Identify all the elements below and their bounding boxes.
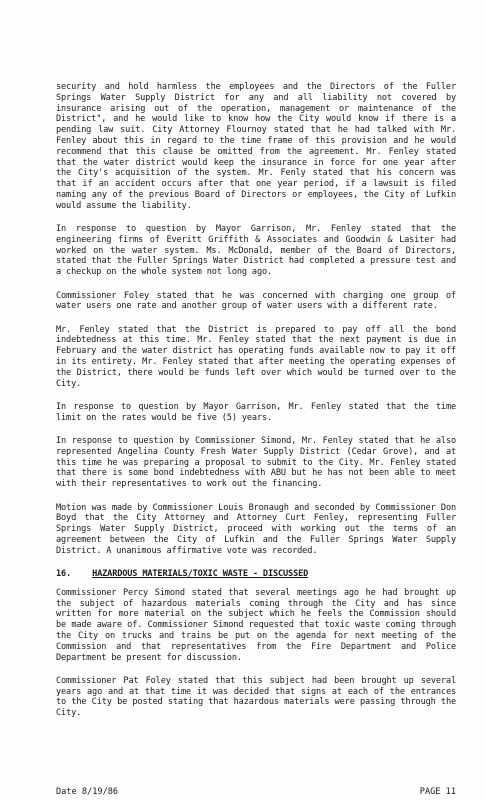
paragraph: In response to question by Mayor Garrison, Mr. Fenley stated that the time limit on the rates would be five (5) years. xyxy=(56,401,456,423)
footer-date: Date 8/19/86 xyxy=(56,787,119,797)
footer-page-number: PAGE 11 xyxy=(419,787,456,797)
section-title: HAZARDOUS MATERIALS/TOXIC WASTE - DISCUSSED xyxy=(92,568,309,579)
section-number: 16. xyxy=(56,568,72,579)
paragraph: Commissioner Percy Simond stated that several meetings ago he had brought up the subject of hazardous materials coming through the City and has since written for more material on the subject which he feels the Commission should be made aware of. Commissioner Simond requested that toxic waste coming through the City on trucks and trains be put on the agenda for next meeting of the Commission and that representatives from the Fire Department and Police Department be present for discussion. xyxy=(56,587,456,663)
paragraph: In response to question by Mayor Garrison, Mr. Fenley stated that the engineering firms of Everitt Griffith & Associates and Goodwin & Lasiter had worked on the water system. Ms. McDonald, member of the Board of Directors, stated that the Fuller Springs Water District had completed a pressure test and a checkup on the whole system not long ago. xyxy=(56,224,456,278)
paragraph: security and hold harmless the employees and the Directors of the Fuller Springs Water Supply District for any and all liability not covered by insurance arising out of the operation, management or maintenance of the District", and he would like to know how the City would know if there is a pending law suit. City Attorney Flournoy stated that he had talked with Mr. Fenley about this in regard to the time frame of this provision and he would recommend that this clause be omitted from the agreement. Mr. Fenley stated that the water district would keep the insurance in force for one year after the City's acquisition of the system. Mr. Fenly stated that his concern was that if an accident occurs after that one year period, if a lawsuit is filed naming any of the previous Board of Directors or employees, the City of Lufkin would assume the liability. xyxy=(56,82,456,211)
paragraph: Commissioner Foley stated that he was concerned with charging one group of water users one rate and another group of water users with a different rate. xyxy=(56,290,456,312)
minutes-body xyxy=(56,82,456,732)
section-heading xyxy=(56,569,456,580)
paragraph: Motion was made by Commissioner Louis Bronaugh and seconded by Commissioner Don Boyd that the City Attorney and Attorney Curt Fenley, representing Fuller Springs Water Supply District, proceed with working out the terms of an agreement between the City of Lufkin and the Fuller Springs Water Supply District. A unanimous affirmative vote was recorded. xyxy=(56,502,456,556)
paragraph: Mr. Fenley stated that the District is prepared to pay off all the bond indebtedness at this time. Mr. Fenley stated that the next payment is due in February and the water district has operating funds available now to pay it off in its entirety. Mr. Fenley stated that after meeting the operating expenses of the District, there would be funds left over which would be turned over to the City. xyxy=(56,324,456,389)
paragraph: Commissioner Pat Foley stated that this subject had been brought up several years ago and at that time it was decided that signs at each of the entrances to the City be posted stating that hazardous materials were passing through the City. xyxy=(56,675,456,719)
paragraph: In response to question by Commissioner Simond, Mr. Fenley stated that he also represented Angelina County Fresh Water Supply District (Cedar Grove), and at this time he was preparing a proposal to submit to the City. Mr. Fenley stated that there is some bond indebtedness with ABU but he has not been able to meet with their representatives to work out the financing. xyxy=(56,436,456,490)
